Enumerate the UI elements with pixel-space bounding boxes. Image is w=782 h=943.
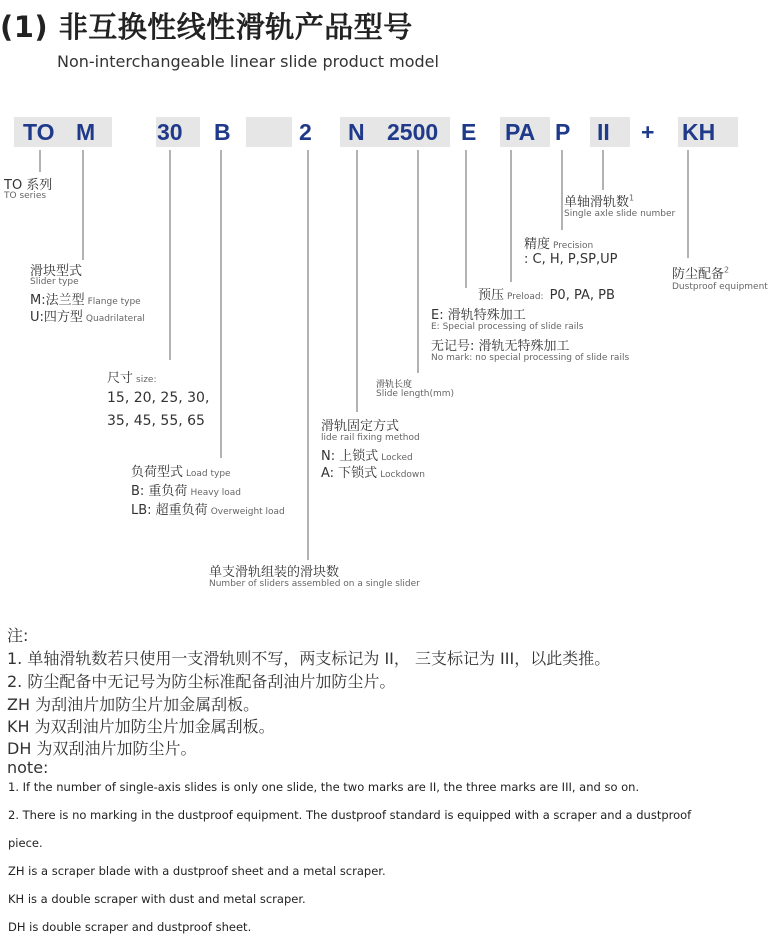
size-label-cn: 尺寸 — [107, 371, 134, 386]
load-type-label-cn: 负荷型式 — [131, 465, 184, 480]
precision-label-en: Precision — [553, 241, 594, 251]
notes-en-line: ZH is a scraper blade with a dustproof sheet and a metal scraper. — [8, 864, 386, 878]
notes-en-line: piece. — [8, 836, 43, 850]
axle-label-en: Single axle slide number — [564, 209, 676, 219]
fixing-label: 滑轨固定方式 — [321, 419, 400, 434]
load-type-b-cn: B: 重负荷 — [131, 484, 188, 499]
fixing-a-cn: A: 下锁式 — [321, 466, 378, 481]
dust-label-sup: 2 — [724, 265, 730, 275]
dust-label-cn: 防尘配备 — [672, 267, 725, 282]
special-none: 无记号: 滑轨无特殊加工 — [431, 339, 570, 354]
fixing-a-en: Lockdown — [380, 470, 425, 480]
fixing-label-en: lide rail fixing method — [321, 433, 420, 443]
size-label-en: size: — [136, 375, 157, 385]
slider-count-label-en: Number of sliders assembled on a single slider — [209, 579, 420, 589]
special-e: E: 滑轨特殊加工 — [431, 308, 526, 323]
code-segment-load: B — [214, 119, 231, 145]
slider-type-u-cn: U:四方型 — [30, 310, 83, 325]
notes-cn-line: 2. 防尘配备中无记号为防尘标准配备刮油片加防尘片。 — [7, 672, 396, 691]
special-none-en: No mark: no special processing of slide rails — [431, 353, 630, 363]
precision-values: : C, H, P,SP,UP — [524, 252, 618, 267]
load-type-b — [131, 480, 241, 499]
slider-type-m-en: Flange type — [87, 297, 141, 307]
axle-label-cn: 单轴滑轨数 — [564, 195, 630, 210]
notes-cn-line: DH 为双刮油片加防尘片。 — [7, 739, 197, 758]
code-segment-length: 2500 — [387, 119, 439, 145]
preload-label — [478, 284, 615, 303]
fixing-n-en: Locked — [381, 453, 413, 463]
notes-en-line: DH is double scraper and dustproof sheet. — [8, 920, 252, 934]
load-type-lb-en: Overweight load — [210, 507, 285, 517]
load-type-label-en: Load type — [186, 469, 231, 479]
preload-values: P0, PA, PB — [549, 288, 615, 303]
notes-en-line: 2. There is no marking in the dustproof equipment. The dustproof standard is equipped with a scraper and a dustproof — [8, 808, 692, 822]
length-label: 滑轨长度 — [376, 380, 413, 390]
code-segment-axle: II — [597, 119, 610, 145]
code-segment-precision: P — [555, 119, 571, 145]
notes-cn-line: ZH 为刮油片加防尘片加金属刮板。 — [7, 695, 260, 714]
slider-type-label: 滑块型式 — [30, 264, 83, 279]
code-segment-plus: + — [641, 119, 655, 145]
axle-label — [564, 191, 634, 210]
load-type-b-en: Heavy load — [190, 488, 242, 498]
size-values-2: 35, 45, 55, 65 — [107, 413, 205, 429]
fixing-n-cn: N: 上锁式 — [321, 449, 379, 464]
preload-label-cn: 预压 — [478, 288, 505, 303]
code-segment-dust: KH — [682, 119, 716, 145]
slider-type-m-cn: M:法兰型 — [30, 293, 85, 308]
code-segment-slider-type: M — [76, 119, 96, 145]
code-segment-slider-count: 2 — [299, 119, 312, 145]
notes-cn-line: KH 为双刮油片加防尘片加金属刮板。 — [7, 717, 275, 736]
dust-label-en: Dustproof equipment — [672, 282, 768, 292]
slider-type-label-en: Slider type — [30, 277, 79, 287]
length-label-en: Slide length(mm) — [376, 389, 455, 399]
page-subtitle: Non-interchangeable linear slide product model — [57, 52, 439, 71]
notes-en-line: 1. If the number of single-axis slides is only one slide, the two marks are II, the three marks are III, and so on. — [8, 780, 640, 794]
notes-en-heading: note: — [7, 758, 49, 777]
series-label-en: TO series — [4, 191, 47, 201]
code-segment-fixing: N — [348, 119, 365, 145]
axle-label-sup: 1 — [629, 193, 635, 203]
slider-count-label: 单支滑轨组装的滑块数 — [209, 565, 340, 580]
slider-type-u — [30, 306, 145, 325]
notes-cn-heading: 注: — [7, 626, 29, 645]
slider-type-u-en: Quadrilateral — [85, 314, 145, 324]
page-title: (1) 非互换性线性滑轨产品型号 — [0, 10, 413, 44]
series-label: TO 系列 — [4, 178, 53, 193]
precision-label — [524, 233, 593, 252]
fixing-a — [321, 462, 425, 481]
code-segment-size: 30 — [157, 119, 183, 145]
code-segment-series: TO — [23, 119, 55, 145]
code-segment-preload: PA — [505, 119, 536, 145]
size-values-1: 15, 20, 25, 30, — [107, 390, 210, 406]
dust-label — [672, 263, 729, 282]
notes-en-line: KH is a double scraper with dust and metal scraper. — [8, 892, 306, 906]
size-label — [107, 367, 157, 386]
preload-label-en: Preload: — [507, 292, 544, 302]
special-e-en: E: Special processing of slide rails — [431, 322, 584, 332]
load-type-lb — [131, 499, 285, 518]
load-type-lb-cn: LB: 超重负荷 — [131, 503, 208, 518]
notes-cn-line: 1. 单轴滑轨数若只使用一支滑轨则不写，两支标记为 II， 三支标记为 III，以此类推。 — [7, 649, 611, 668]
precision-label-cn: 精度 — [524, 237, 551, 252]
code-segment-special: E — [461, 119, 477, 145]
load-type-label — [131, 461, 231, 480]
